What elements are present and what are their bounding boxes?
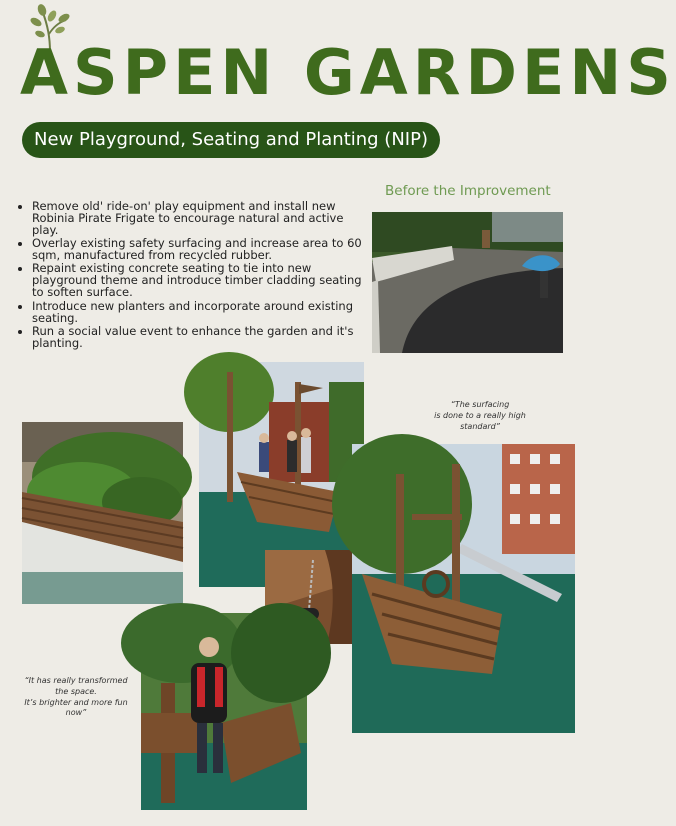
quote-line: “It has really transformed bbox=[24, 676, 128, 685]
list-item: • Remove old' ride-on' play equipment and install new Robinia Pirate Frigate to encourage natural and active play. bbox=[32, 200, 372, 236]
quote-line: “The surfacing bbox=[450, 400, 510, 409]
improvement-list bbox=[18, 200, 372, 350]
quote-line: It’s brighter and more fun bbox=[24, 697, 128, 707]
quote-line: standard” bbox=[460, 421, 500, 431]
list-item: • Overlay existing safety surfacing and increase area to 60 sqm, manufactured from recycled rubber. bbox=[32, 237, 372, 261]
page-title: ASPEN GARDENS bbox=[20, 36, 676, 109]
before-heading: Before the Improvement bbox=[385, 183, 551, 199]
list-item: • Run a social value event to enhance the garden and it's planting. bbox=[32, 325, 372, 349]
surfacing-quote bbox=[420, 400, 540, 432]
list-item: • Repaint existing concrete seating to tie into new playground theme and introduce timber cladding seating to soften surface. bbox=[32, 262, 372, 298]
finished-playground-photo bbox=[352, 444, 575, 733]
quote-line: now” bbox=[65, 708, 87, 718]
quote-line: the space. bbox=[55, 686, 97, 696]
quote-line: is done to a really high bbox=[434, 410, 526, 420]
planter-photo bbox=[22, 422, 183, 604]
before-photo bbox=[372, 212, 563, 353]
resident-photo bbox=[141, 613, 307, 810]
subtitle-banner: New Playground, Seating and Planting (NIP) bbox=[22, 122, 440, 158]
transformed-quote bbox=[14, 676, 138, 719]
list-item: • Introduce new planters and incorporate around existing seating. bbox=[32, 300, 372, 324]
